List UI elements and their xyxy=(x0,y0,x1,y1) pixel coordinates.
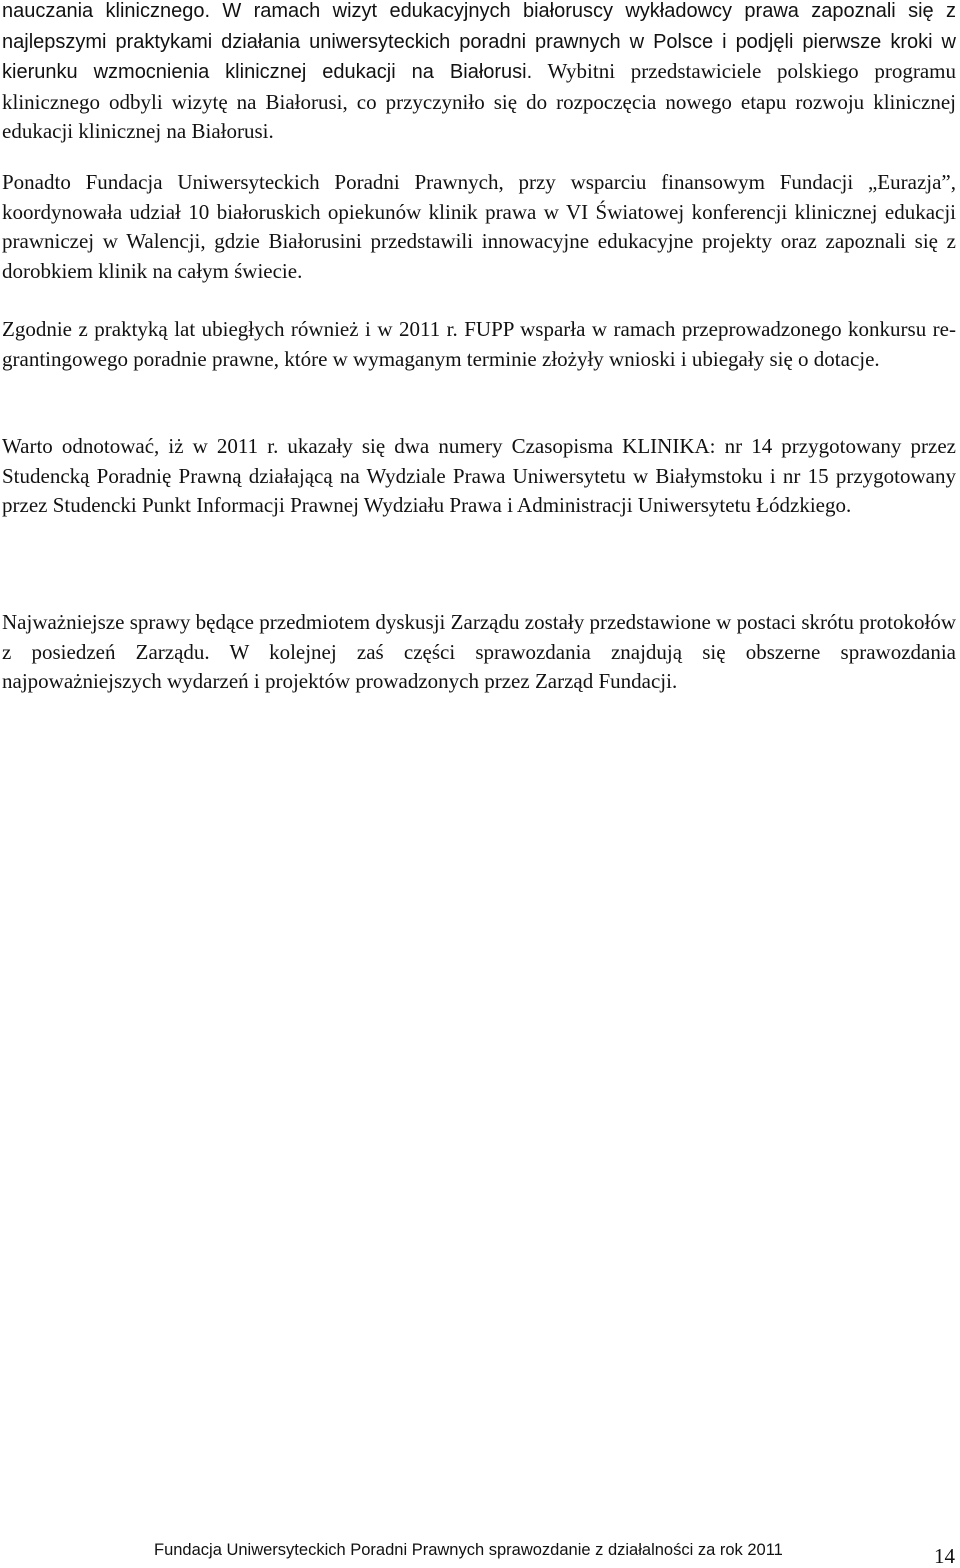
paragraph-belarus-visits-part2: Wybitni przedstawiciele polskiego programu klinicznego odbyli wizytę na Białorusi, co przyczyniło się do rozpoczęcia nowego etapu rozwoju klinicznej edukacji klinicznej na Białorusi. xyxy=(2,59,956,143)
paragraph-board-summary: Najważniejsze sprawy będące przedmiotem dyskusji Zarządu zostały przedstawione w postaci skrótu protokołów z posiedzeń Zarządu. W kolejnej zaś części sprawozdania znajdują się obszerne sprawozdania najpoważniejszych wydarzeń i projektów prowadzonych przez Zarząd Fundacji. xyxy=(2,610,956,693)
paragraph-klinika-journal: Warto odnotować, iż w 2011 r. ukazały się dwa numery Czasopisma KLINIKA: nr 14 przygotowany przez Studencką Poradnię Prawną działającą na Wydziale Prawa Uniwersytetu w Białymstoku i nr 15 przygotowany przez Studencki Punkt Informacji Prawnej Wydziału Prawa i Administracji Uniwersytetu Łódzkiego. xyxy=(2,434,956,517)
paragraph-regranting: Zgodnie z praktyką lat ubiegłych również i w 2011 r. FUPP wsparła w ramach przeprowadzonego konkursu re-grantingowego poradnie prawne, które w wymaganym terminie złożyły wnioski i ubiegały się o dotacje. xyxy=(2,317,956,371)
page-footer: Fundacja Uniwersyteckich Poradni Prawnych sprawozdanie z działalności za rok 2011 xyxy=(154,1541,783,1559)
paragraph-belarus-visits xyxy=(2,0,956,147)
paragraph-valencia-conference: Ponadto Fundacja Uniwersyteckich Poradni Prawnych, przy wsparciu finansowym Fundacji „Eurazja”, koordynowała udział 10 białoruskich opiekunów klinik prawa w VI Światowej konferencji klinicznej edukacji prawniczej w Walencji, gdzie Białorusini przedstawili innowacyjne edukacyjne projekty oraz zapoznali się z dorobkiem klinik na całym świecie. xyxy=(2,170,956,283)
page-number: 14 xyxy=(934,1544,955,1568)
paragraph-belarus-visits-part1: nauczania klinicznego. W ramach wizyt edukacyjnych białoruscy wykładowcy prawa zapoznali się z najlepszymi praktykami działania uniwersyteckich poradni prawnych w Polsce i podjęli pierwsze kroki w kierunku wzmocnienia klinicznej edukacji na Białorusi. xyxy=(2,0,956,83)
